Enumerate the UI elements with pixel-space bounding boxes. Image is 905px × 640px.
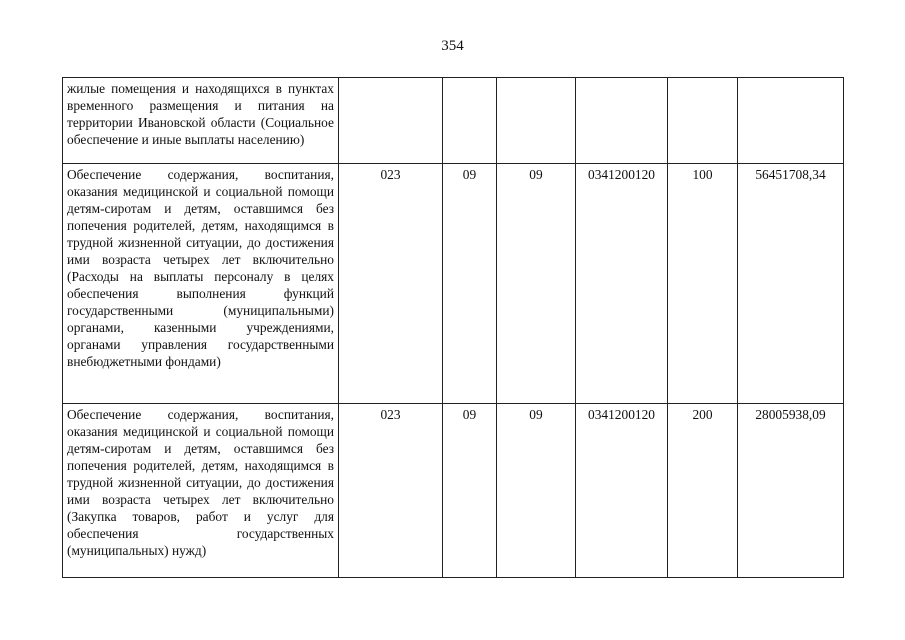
- budget-table: [62, 77, 844, 578]
- expense-type-code: 200: [668, 404, 738, 578]
- amount-value: 56451708,34: [738, 164, 844, 404]
- section-code: [443, 78, 497, 164]
- ministry-code: [339, 78, 443, 164]
- subsection-code: 09: [497, 164, 576, 404]
- row-description: жилые помещения и находящихся в пунктах временного размещения и питания на территории Ивановской области (Социальное обеспечение и иные выплаты населению): [63, 78, 339, 164]
- section-code: 09: [443, 164, 497, 404]
- subsection-code: [497, 78, 576, 164]
- expense-type-code: [668, 78, 738, 164]
- target-article-code: 0341200120: [576, 164, 668, 404]
- ministry-code: 023: [339, 404, 443, 578]
- subsection-code: 09: [497, 404, 576, 578]
- amount-value: 28005938,09: [738, 404, 844, 578]
- target-article-code: [576, 78, 668, 164]
- amount-value: [738, 78, 844, 164]
- ministry-code: 023: [339, 164, 443, 404]
- table-row: [63, 404, 844, 578]
- row-description: Обеспечение содержания, воспитания, оказания медицинской и социальной помощи детям-сиротам и детям, оставшимся без попечения родителей, детям, находящимся в трудной жизненной ситуации, до достижения ими возраста четырех лет включительно (Закупка товаров, работ и услуг для обеспечения государственных (муниципальных) нужд): [63, 404, 339, 578]
- table-row: [63, 164, 844, 404]
- expense-type-code: 100: [668, 164, 738, 404]
- target-article-code: 0341200120: [576, 404, 668, 578]
- table-row: [63, 78, 844, 164]
- section-code: 09: [443, 404, 497, 578]
- page-number: 354: [441, 38, 464, 54]
- row-description: Обеспечение содержания, воспитания, оказания медицинской и социальной помощи детям-сиротам и детям, оставшимся без попечения родителей, детям, находящимся в трудной жизненной ситуации, до достижения ими возраста четырех лет включительно (Расходы на выплаты персоналу в целях обеспечения выполнения функций государственными (муниципальными) органами, казенными учреждениями, органами управления государственными внебюджетными фондами): [63, 164, 339, 404]
